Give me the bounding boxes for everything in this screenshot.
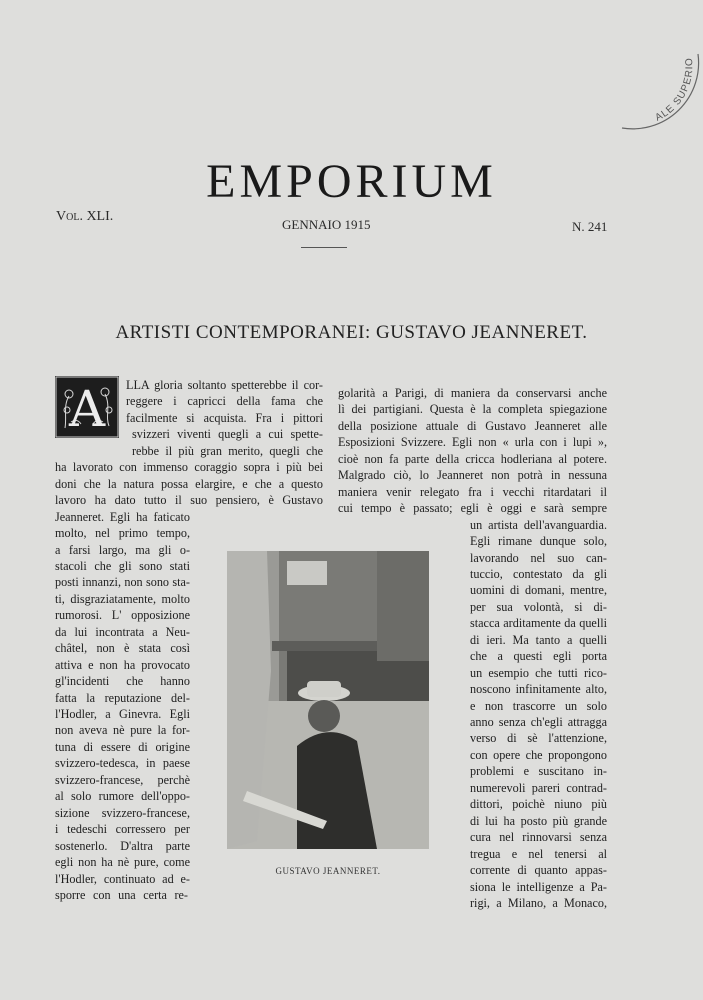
text-line: di lui ha posto più grande (470, 813, 607, 828)
text-line: rigi, a Milano, a Monaco, (470, 895, 607, 910)
text-line: anno senza ch'egli attragga (470, 715, 607, 729)
text-line: stacoli che gli sono stati (55, 558, 190, 573)
text-line: cui tempo è passato; egli è oggi e sarà sempre (338, 501, 607, 516)
initial-letter: A (68, 380, 106, 438)
text-line: svizzero-francese, perchè (55, 772, 190, 787)
text-line: stacca arditamente da quelli (470, 616, 607, 631)
text-line: sporre con una certa re- (55, 887, 188, 902)
text-line: Esposizioni Svizzere. Egli non « urla con i lupi », (338, 435, 607, 450)
text-line: dittori, poichè niuno più (470, 797, 607, 812)
floral-ornament (55, 376, 119, 438)
issue-number: N. 241 (572, 219, 608, 234)
text-line: tregua e nel tenersi al (470, 846, 607, 861)
text-line: ti, disgraziatamente, molto (55, 591, 190, 606)
text-line: egli non ha nè pure, come (55, 855, 190, 870)
library-stamp (618, 48, 702, 132)
text-line: uomini di domani, mentre, (470, 583, 607, 598)
text-line: di ieri. Ma tanto a quelli (470, 632, 607, 647)
text-line: molto, nel primo tempo, (55, 526, 190, 541)
text-line: un artista dell'avanguardia. (470, 517, 607, 532)
text-line: maniera venir relegato fra i vecchi ritardatari il (338, 484, 607, 499)
text-line: e non trascorre un solo (470, 698, 607, 713)
text-line: corrente di quanto appas- (470, 863, 607, 878)
issue-date: GENNAIO 1915 (282, 217, 371, 232)
text-line: châtel, non è stata così (55, 641, 190, 656)
artist-photograph (227, 551, 429, 849)
text-line: cura nel rinnovarsi senza (470, 830, 607, 845)
stamp-text: ALE SUPERIO (653, 56, 696, 124)
text-line: tuccio, contestato da gli (470, 566, 607, 581)
text-line: facilmente si acquista. Fra i pittori (126, 410, 323, 425)
text-line: svizzero-tedesca, in paese (55, 756, 190, 771)
text-line: tuna di essere di origine (55, 739, 190, 754)
text-line: svizzeri viventi quegli a cui spette- (132, 427, 323, 442)
text-line: sizione svizzero-francese, (55, 805, 190, 820)
article-title: ARTISTI CONTEMPORANEI: GUSTAVO JEANNERET. (115, 322, 588, 343)
text-line: un esempio che tutti rico- (470, 665, 607, 680)
text-line: rumorosi. L' opposizione (55, 608, 190, 623)
text-line: che a questi egli porta (470, 649, 607, 664)
text-line: per sua volontà, si di- (470, 599, 607, 614)
text-line: l'Hodler, a Ginevra. Egli (55, 707, 190, 721)
text-line: non aveva nè pure la for- (55, 723, 190, 738)
text-line: ha lavorato con immenso coraggio sopra i più bei (55, 460, 323, 475)
text-line: Jeanneret. Egli ha faticato (55, 509, 190, 524)
decorated-initial (55, 376, 119, 438)
text-line: fatta la reputazione del- (55, 690, 190, 705)
text-line: rebbe il più gran merito, quegli che (132, 443, 323, 458)
text-line: della posizione attuale di Gustavo Jeanneret alle (338, 418, 607, 433)
text-line: reggere i capricci della fama che (126, 394, 323, 409)
text-line: noscono infinitamente alto, (470, 682, 607, 697)
text-line: Malgrado ciò, lo Jeanneret non potrà in nessuna (338, 468, 607, 483)
text-line: i tedeschi corressero per (55, 822, 190, 837)
text-line: numerevoli pareri contrad- (470, 780, 607, 795)
text-line: siona le intelligenze a Pa- (470, 879, 607, 894)
text-line: da lui incontrata a Neu- (55, 624, 190, 639)
text-line: attiva e non ha provocato (55, 657, 190, 672)
header-rule (301, 247, 347, 248)
text-line: verso di sè l'attenzione, (470, 731, 607, 746)
text-line: lavorando nel suo can- (470, 550, 607, 565)
text-line: a farsi largo, ma gli o- (55, 542, 190, 557)
text-line: doni che la natura possa elargire, e che a questo (55, 476, 323, 491)
text-line: gl'incidenti che hanno (55, 674, 190, 689)
text-line: golarità a Parigi, di maniera da conservarsi anche (338, 386, 607, 400)
text-line: problemi e suscitano in- (470, 764, 607, 779)
text-line: sostenerlo. D'altra parte (55, 838, 190, 853)
text-line: lì dei partigiani. Questa è la completa spiegazione (338, 402, 607, 417)
text-line: LLA gloria soltanto spetterebbe il cor- (126, 378, 323, 392)
text-line: Egli rimane dunque solo, (470, 534, 607, 549)
volume-label: Vol. XLI. (56, 209, 114, 224)
text-line: con opere che propongono (470, 747, 607, 762)
text-line: l'Hodler, continuato ad e- (55, 871, 190, 886)
text-line: al solo rumore dell'oppo- (55, 789, 190, 804)
photo-caption: GUSTAVO JEANNERET. (275, 866, 381, 876)
text-line: cioè non fa parte della cricca hodleriana al potere. (338, 451, 607, 466)
text-line: lavoro ha dato tutto il suo pensiero, è Gustavo (55, 493, 323, 508)
masthead: EMPORIUM (206, 155, 497, 208)
text-line: posti innanzi, non sono sta- (55, 575, 190, 590)
